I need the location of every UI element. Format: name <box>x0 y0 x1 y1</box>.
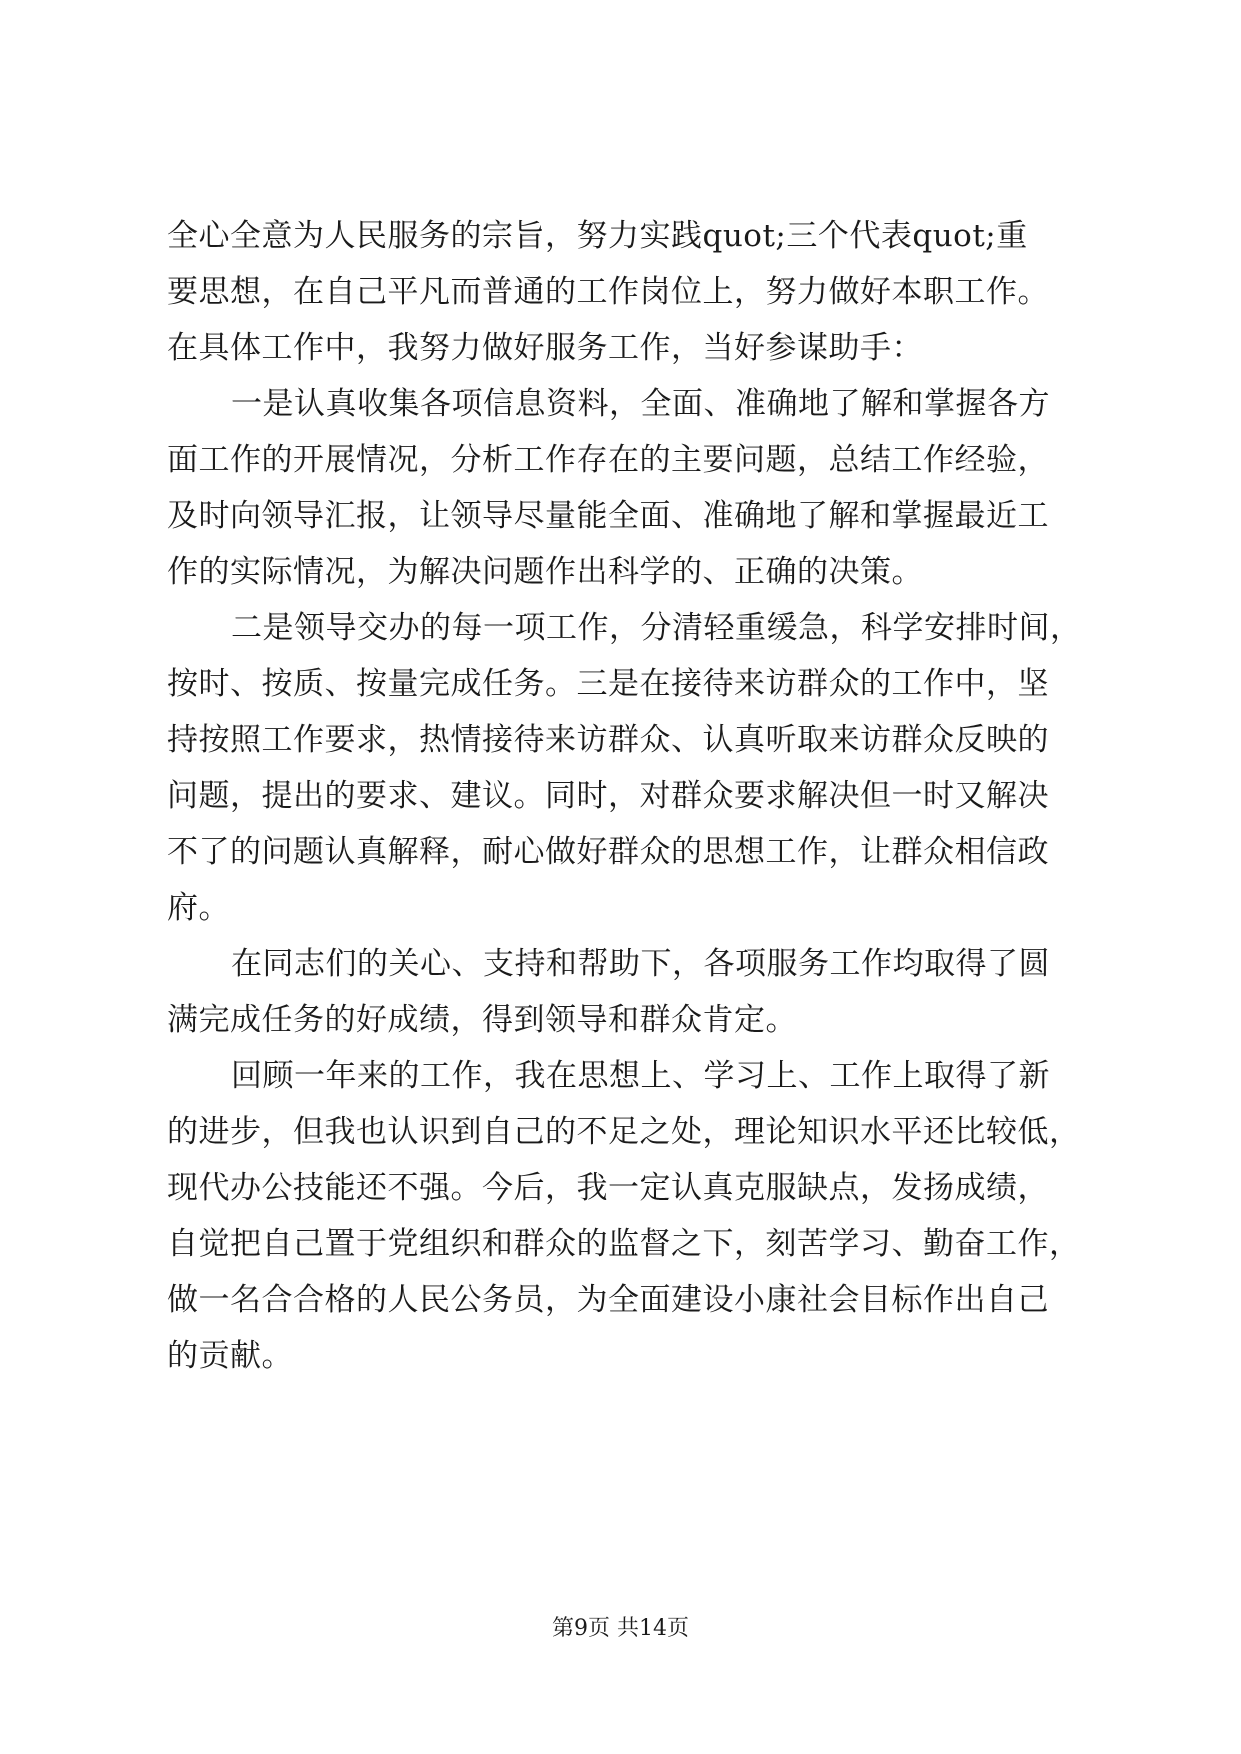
body-text-line: 的进步，但我也认识到自己的不足之处，理论知识水平还比较低， <box>167 1114 1081 1150</box>
body-text-line: 二是领导交办的每一项工作，分清轻重缓急，科学安排时间， <box>231 610 1082 646</box>
page-number-footer: 第9页 共14页 <box>552 1616 689 1641</box>
body-text-line: 问题，提出的要求、建议。同时，对群众要求解决但一时又解决 <box>167 778 1049 814</box>
body-text-line: 现代办公技能还不强。今后，我一定认真克服缺点，发扬成绩， <box>167 1170 1049 1206</box>
body-text-line: 府。 <box>167 890 230 926</box>
body-text-line: 作的实际情况，为解决问题作出科学的、正确的决策。 <box>167 554 923 590</box>
body-text-line: 要思想，在自己平凡而普通的工作岗位上，努力做好本职工作。 <box>167 274 1049 310</box>
body-text-line: 自觉把自己置于党组织和群众的监督之下，刻苦学习、勤奋工作， <box>167 1226 1081 1262</box>
body-text-line: 面工作的开展情况，分析工作存在的主要问题，总结工作经验， <box>167 442 1049 478</box>
body-text-line: 做一名合合格的人民公务员，为全面建设小康社会目标作出自己 <box>167 1282 1049 1318</box>
body-text-line: 不了的问题认真解释，耐心做好群众的思想工作，让群众相信政 <box>167 834 1049 870</box>
body-text-line: 在同志们的关心、支持和帮助下，各项服务工作均取得了圆 <box>231 946 1050 982</box>
body-text-line: 满完成任务的好成绩，得到领导和群众肯定。 <box>167 1002 797 1038</box>
body-text-line: 的贡献。 <box>167 1338 293 1374</box>
body-text-line: 一是认真收集各项信息资料，全面、准确地了解和掌握各方 <box>231 386 1050 422</box>
body-text-line: 回顾一年来的工作，我在思想上、学习上、工作上取得了新 <box>231 1058 1050 1094</box>
body-text-line: 按时、按质、按量完成任务。三是在接待来访群众的工作中，坚 <box>167 666 1049 702</box>
body-text-line: 持按照工作要求，热情接待来访群众、认真听取来访群众反映的 <box>167 722 1049 758</box>
body-text-line: 及时向领导汇报，让领导尽量能全面、准确地了解和掌握最近工 <box>167 498 1049 534</box>
body-text-line: 全心全意为人民服务的宗旨，努力实践quot;三个代表quot;重 <box>167 218 1028 254</box>
body-text-line: 在具体工作中，我努力做好服务工作，当好参谋助手： <box>167 330 923 366</box>
